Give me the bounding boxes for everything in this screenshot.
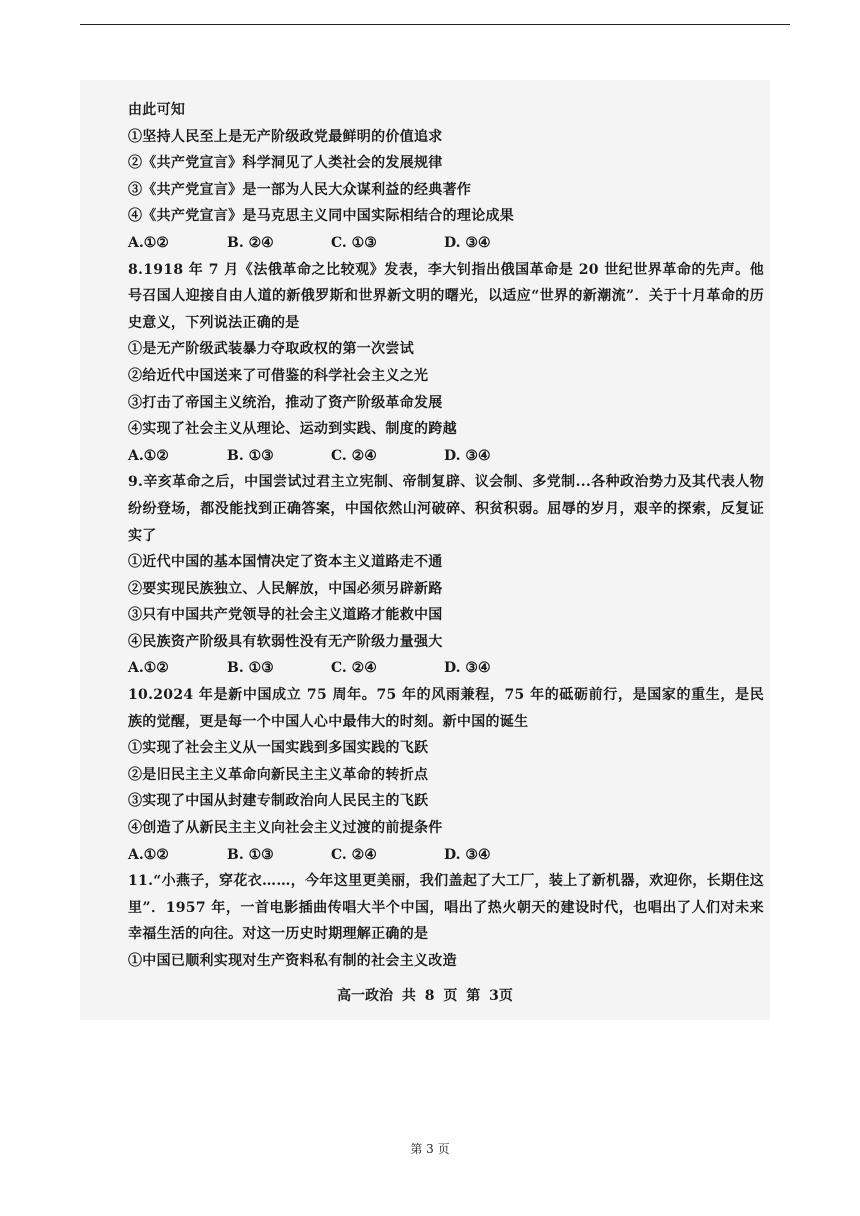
- q7-option-a: A.①②: [128, 234, 169, 251]
- q7-item-2: ②《共产党宣言》科学洞见了人类社会的发展规律: [128, 155, 443, 172]
- q10-options: [128, 842, 764, 869]
- q10-option-b: B. ①③: [227, 846, 274, 863]
- q11-item-1: ①中国已顺利实现对生产资料私有制的社会主义改造: [128, 953, 457, 969]
- q9-stem: 9.辛亥革命之后，中国尝试过君主立宪制、帝制复辟、议会制、多党制...各种政治势力及其代表人物纷纷登场，都没能找到正确答案，中国依然山河破碎、积贫积弱。屈辱的岁月，艰辛的探索，反复证实了: [128, 474, 764, 544]
- q10-item-2: ②是旧民主主义革命向新民主主义革命的转折点: [128, 766, 429, 783]
- q8-item-1: ①是无产阶级武装暴力夺取政权的第一次尝试: [128, 341, 414, 358]
- intro-text: 由此可知: [128, 102, 186, 118]
- q9-options: [128, 655, 764, 682]
- q8-item-4: ④实现了社会主义从理论、运动到实践、制度的跨越: [128, 421, 457, 438]
- q8-option-b: B. ①③: [227, 447, 274, 464]
- q8-item-3: ③打击了帝国主义统治，推动了资产阶级革命发展: [128, 394, 443, 411]
- q8-options: [128, 443, 764, 470]
- page-number: 第 3 页: [410, 1142, 450, 1156]
- q9-item-2: ②要实现民族独立、人民解放，中国必须另辟新路: [128, 580, 443, 597]
- exam-footer: 高一政治 共 8 页 第 3页: [337, 988, 513, 1004]
- q9-option-c: C. ②④: [331, 660, 377, 677]
- q7-option-c: C. ①③: [331, 234, 377, 251]
- q10-option-d: D. ③④: [444, 846, 491, 863]
- q9-option-b: B. ①③: [227, 660, 274, 677]
- q10-item-4: ④创造了从新民主主义向社会主义过渡的前提条件: [128, 820, 443, 837]
- q9-option-d: D. ③④: [444, 660, 491, 677]
- q7-item-4: ④《共产党宣言》是马克思主义同中国实际相结合的理论成果: [128, 208, 515, 225]
- q8-stem: 8.1918 年 7 月《法俄革命之比较观》发表，李大钊指出俄国革命是 20 世纪世界革命的先声。他号召国人迎接自由人道的新俄罗斯和世界新文明的曙光，以适应“世界的新潮流”．关于十月革命的历史意义，下列说法正确的是: [128, 261, 764, 331]
- q8-item-2: ②给近代中国送来了可借鉴的科学社会主义之光: [128, 367, 429, 384]
- q9-item-1: ①近代中国的基本国情决定了资本主义道路走不通: [128, 554, 443, 571]
- q9-item-4: ④民族资产阶级具有软弱性没有无产阶级力量强大: [128, 633, 443, 650]
- scanned-exam-page: [80, 80, 770, 1020]
- q9-item-3: ③只有中国共产党领导的社会主义道路才能救中国: [128, 607, 443, 624]
- q9-option-a: A.①②: [128, 660, 169, 677]
- q10-stem: 10.2024 年是新中国成立 75 周年。75 年的风雨兼程，75 年的砥砺前行，是国家的重生，是民族的觉醒，更是每一个中国人心中最伟大的时刻。新中国的诞生: [128, 687, 764, 730]
- q11-stem: 11.“小燕子，穿花衣……，今年这里更美丽，我们盖起了大工厂，装上了新机器，欢迎你，长期住这里”．1957 年，一首电影插曲传唱大半个中国，唱出了热火朝天的建设时代，也唱出了人们对未来幸福生活的向往。对这一历史时期理解正确的是: [128, 873, 764, 943]
- q10-item-1: ①实现了社会主义从一国实践到多国实践的飞跃: [128, 740, 429, 757]
- q8-option-a: A.①②: [128, 447, 169, 464]
- q8-option-c: C. ②④: [331, 447, 377, 464]
- q10-option-c: C. ②④: [331, 846, 377, 863]
- q8-option-d: D. ③④: [444, 447, 491, 464]
- q7-option-d: D. ③④: [444, 234, 491, 251]
- q10-option-a: A.①②: [128, 846, 169, 863]
- q10-item-3: ③实现了中国从封建专制政治向人民民主的飞跃: [128, 793, 429, 810]
- exam-content: [128, 97, 764, 975]
- header-rule: [80, 24, 790, 25]
- q7-options: [128, 230, 764, 257]
- q7-option-b: B. ②④: [227, 234, 274, 251]
- q7-item-1: ①坚持人民至上是无产阶级政党最鲜明的价值追求: [128, 128, 443, 145]
- q7-item-3: ③《共产党宣言》是一部为人民大众谋利益的经典著作: [128, 181, 472, 198]
